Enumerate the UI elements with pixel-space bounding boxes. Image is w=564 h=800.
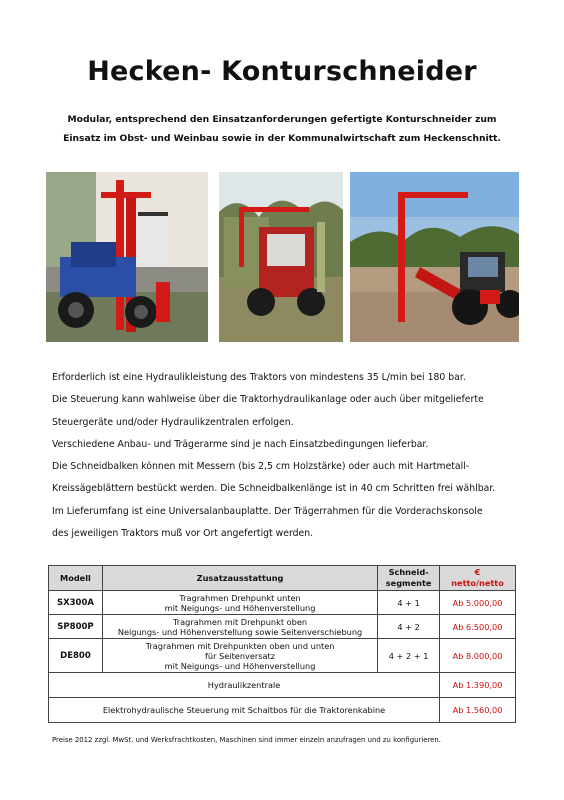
- equipment-line: Tragrahmen mit Drehpunkten oben und unten: [145, 640, 335, 651]
- price-cell: Ab 6.500,00: [440, 615, 516, 639]
- price-cell: Ab 1.390,00: [440, 673, 516, 698]
- table-row: [49, 615, 516, 639]
- description-line: Im Lieferumfang ist eine Universalanbauplatte. Der Trägerrahmen für die Vorderachskonsole: [52, 505, 483, 517]
- price-cell: Ab 5.000,00: [440, 591, 516, 615]
- equipment-cell: [102, 615, 377, 639]
- photo-tractor-front: [46, 172, 208, 342]
- page-title: Hecken- Konturschneider: [87, 56, 477, 87]
- col-header-price: [440, 566, 516, 591]
- description-line: des jeweiligen Traktors muß vor Ort angefertigt werden.: [52, 528, 314, 540]
- equipment-line: mit Neigungs- und Höhenverstellung: [164, 660, 316, 671]
- model-cell: SP800P: [49, 615, 103, 639]
- price-table: [48, 565, 516, 723]
- equipment-line: Tragrahmen mit Drehpunkt oben: [172, 616, 308, 627]
- table-row: [49, 673, 516, 698]
- photo-tractor-field: [350, 172, 519, 342]
- footer-note: Preise 2012 zzgl. MwSt. und Werksfrachtkosten, Maschinen sind immer einzeln anzufragen und zu konfigurieren.: [52, 736, 441, 744]
- equipment-cell: [102, 591, 377, 615]
- col-header-segments-line: Schneid-: [388, 567, 429, 577]
- col-header-equipment: Zusatzausstattung: [102, 566, 377, 591]
- extra-item-cell: Elektrohydraulische Steuerung mit Schaltbos für die Traktorenkabine: [49, 698, 440, 723]
- intro-text: [20, 110, 544, 148]
- intro-line: Modular, entsprechend den Einsatzanforderungen gefertigte Konturschneider zum: [67, 114, 497, 125]
- description-line: Erforderlich ist eine Hydraulikleistung des Traktors von mindestens 35 L/min bei 180 bar.: [52, 372, 466, 383]
- table-header-row: [49, 566, 516, 591]
- col-header-segments: [378, 566, 440, 591]
- table-row: [49, 639, 516, 673]
- photo-tractor-orchard: [219, 172, 343, 342]
- equipment-cell: [102, 639, 377, 673]
- col-header-segments-line: segmente: [385, 578, 432, 588]
- description-line: Steuergeräte und/oder Hydraulikzentralen erfolgen.: [52, 416, 294, 428]
- segments-cell: 4 + 2 + 1: [378, 639, 440, 673]
- extra-item-cell: Hydraulikzentrale: [49, 673, 440, 698]
- equipment-line: mit Neigungs- und Höhenverstellung: [164, 602, 316, 613]
- equipment-line: Tragrahmen Drehpunkt unten: [179, 592, 301, 603]
- description-line: Kreissägeblättern bestückt werden. Die Schneidbalkenlänge ist in 40 cm Schritten frei wählbar.: [52, 483, 496, 495]
- price-cell: Ab 8.000,00: [440, 639, 516, 673]
- table-row: [49, 698, 516, 723]
- currency-symbol: €: [474, 567, 481, 577]
- description-text: [52, 367, 522, 545]
- description-line: Verschiedene Anbau- und Trägerarme sind je nach Einsatzbedingungen lieferbar.: [52, 438, 429, 450]
- equipment-line: Neigungs- und Höhenverstellung sowie Seitenverschiebung: [117, 626, 363, 637]
- segments-cell: 4 + 1: [378, 591, 440, 615]
- intro-line: Einsatz im Obst- und Weinbau sowie in der Kommunalwirtschaft zum Heckenschnitt.: [63, 133, 501, 144]
- description-line: Die Steuerung kann wahlweise über die Traktorhydraulikanlage oder auch über mitgelieferte: [52, 394, 484, 406]
- equipment-line: für Seitenversatz: [205, 650, 276, 661]
- segments-cell: 4 + 2: [378, 615, 440, 639]
- table-row: [49, 591, 516, 615]
- model-cell: SX300A: [49, 591, 103, 615]
- description-line: Die Schneidbalken können mit Messern (bis 2,5 cm Holzstärke) oder auch mit Hartmetall-: [52, 461, 470, 473]
- model-cell: DE800: [49, 639, 103, 673]
- price-cell: Ab 1.560,00: [440, 698, 516, 723]
- col-header-price-line: netto/netto: [451, 578, 504, 588]
- col-header-model: Modell: [49, 566, 103, 591]
